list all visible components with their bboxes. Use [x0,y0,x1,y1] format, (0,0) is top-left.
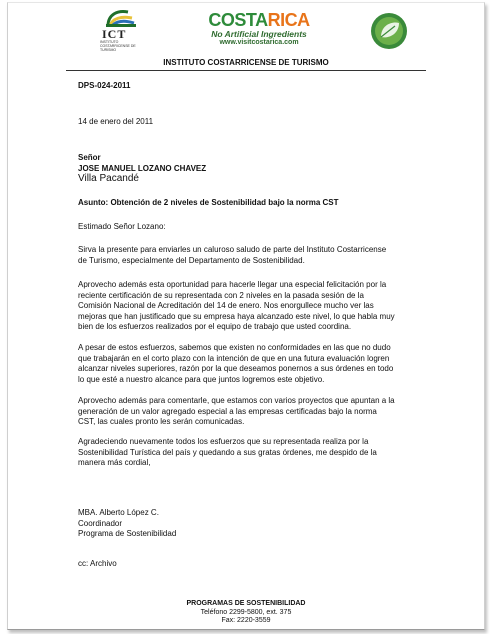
header-divider [66,70,426,71]
paragraph-line: CST, las cuales pronto les serán comunicadas. [78,417,245,427]
brand-costa: COSTA [208,10,268,30]
paragraph-line: Aprovecho además para comentarle, que estamos con varios proyectos que apuntan a la [78,396,395,405]
signature-block [78,508,438,540]
signer-program: Programa de Sostenibilidad [78,529,177,539]
cc-line: cc: Archivo [78,559,117,568]
paragraph-line: que trabajarán en el corto plazo con la intención de que en una futura evaluación logren [78,353,390,363]
paragraph-line: A pesar de estos esfuerzos, sabemos que existen no conformidades en las que no dudo [78,343,391,352]
footer-phone: Teléfono 2299-5800, ext. 375 [200,608,292,616]
paragraph-line: alcanzar niveles superiores, razón por la que deseamos ponernos a sus órdenes en todo [78,364,394,374]
paragraph-line: Sirva la presente para enviarles un caluroso saludo de parte del Instituto Costarricense [78,245,387,254]
letter-greeting: Estimado Señor Lozano: [78,222,166,231]
paragraph-line: lo que esté a nuestro alcance para que juntos logremos este objetivo. [78,374,325,384]
paragraph-2 [78,280,438,333]
paragraph-line: reciente certificación de su representada con 2 niveles en la pasada sesión de la [78,290,364,300]
ict-subtitle: INSTITUTO COSTARRICENSE DE TURISMO [100,40,136,52]
letter-subject: Asunto: Obtención de 2 niveles de Sostenibilidad bajo la norma CST [78,198,339,207]
costa-rica-wordmark [203,11,315,30]
signer-role: Coordinador [78,518,123,528]
paragraph-4 [78,396,438,428]
costa-rica-tagline: No Artificial Ingredients [211,29,307,39]
turismo-sostenible-seal [368,7,410,53]
paragraph-line: de Turismo, especialmente del Departamento de Sostenibilidad. [78,255,305,265]
letter-date: 14 de enero del 2011 [78,117,154,126]
salutation-title: Señor [78,153,101,162]
footer-program: PROGRAMAS DE SOSTENIBILIDAD [186,600,306,607]
costa-rica-logo [203,11,315,51]
brand-rica: RICA [267,10,310,30]
footer-fax: Fax: 2220-3559 [221,617,271,625]
paragraph-line: manera más cordial, [78,458,151,468]
paragraph-line: Comisión Nacional de Acreditación del 14 de enero. Nos enorgullece mucho ver las [78,301,374,311]
paragraph-1 [78,245,438,266]
paragraph-3 [78,343,438,385]
paragraph-line: mejoras que han justificado que su empresa haya alcanzado este nivel, lo que habla muy [78,311,395,321]
paragraph-line: Agradeciendo nuevamente todos los esfuerzos que su representada realiza por la [78,437,369,446]
leaf-seal-icon [368,7,410,53]
costa-rica-url: www.visitcostarica.com [219,39,299,46]
footer [8,600,484,626]
paragraph-line: Sostenibilidad Turística del país y quedando a sus gratas órdenes, me despido de la [78,447,377,457]
paragraph-line: Aprovecho además esta oportunidad para hacerle llegar una especial felicitación por la [78,280,387,289]
paragraph-5 [78,437,438,469]
paragraph-line: generación de un valor agregado especial a las empresas certificadas bajo la norma [78,406,377,416]
institute-title: INSTITUTO COSTARRICENSE DE TURISMO [163,58,329,67]
ict-abbrev: ICT [102,27,127,41]
signer-name: MBA. Alberto López C. [78,508,159,517]
ict-logo [98,8,142,50]
ict-emblem-icon [98,8,138,28]
recipient-name: JOSE MANUEL LOZANO CHAVEZ [78,164,207,173]
reference-number: DPS-024-2011 [78,81,131,90]
letter-page [7,2,485,630]
paragraph-line: bien de los esfuerzos realizados por el equipo de trabajo que usted coordina. [78,322,352,332]
recipient-company: Villa Pacandé [78,173,139,184]
